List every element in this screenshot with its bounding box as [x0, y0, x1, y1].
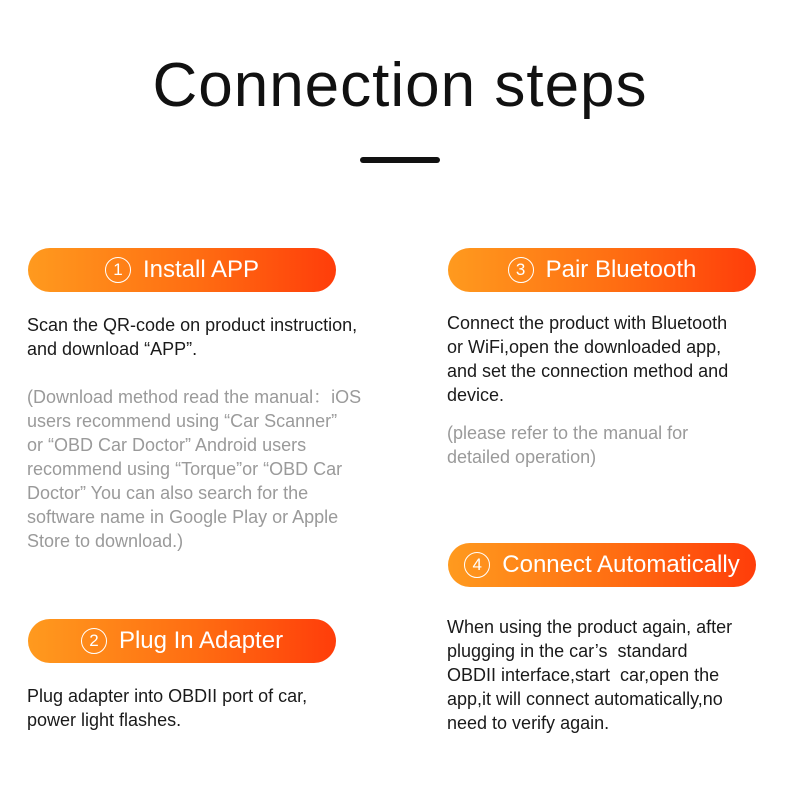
step-3-note [447, 421, 797, 469]
step-1-description [27, 313, 427, 361]
step-4-line: OBDII interface,start car,open the [447, 665, 720, 685]
step-3-line: Connect the product with Bluetooth [447, 313, 728, 333]
step-4-line: app,it will connect automatically,no [447, 689, 723, 709]
step-3-note-line: (please refer to the manual for [447, 423, 689, 443]
step-1-note-line: Doctor” You can also search for the [27, 483, 309, 503]
step-3-line: device. [447, 385, 505, 405]
step-3-title: Pair Bluetooth [545, 256, 697, 283]
step-4-header [448, 543, 756, 587]
step-4-line: When using the product again, after [447, 617, 733, 637]
step-3-number-badge: 3 [508, 257, 534, 283]
step-2-line: power light flashes. [27, 710, 182, 730]
step-1-note-line: or “OBD Car Doctor” Android users [27, 435, 307, 455]
step-2-header [28, 619, 336, 663]
step-1-header [28, 248, 336, 292]
step-1-note-line: (Download method read the manual：iOS [27, 387, 362, 407]
step-1-title: Install APP [142, 256, 260, 283]
step-1-note-line: recommend using “Torque”or “OBD Car [27, 459, 343, 479]
step-1-note-line: software name in Google Play or Apple [27, 507, 339, 527]
step-1-note-line: users recommend using “Car Scanner” [27, 411, 338, 431]
page-title: Connection steps [152, 51, 648, 120]
step-3-note-line: detailed operation) [447, 447, 597, 467]
step-4-number-badge: 4 [464, 552, 490, 578]
step-3-line: or WiFi,open the downloaded app, [447, 337, 722, 357]
step-1-number-badge: 1 [105, 257, 131, 283]
step-3-header [448, 248, 756, 292]
step-4-line: need to verify again. [447, 713, 610, 733]
step-4-line: plugging in the car’s standard [447, 641, 688, 661]
step-2-title: Plug In Adapter [118, 627, 284, 654]
step-4-title: Connect Automatically [502, 551, 740, 578]
step-2-description [27, 684, 427, 732]
step-2-line: Plug adapter into OBDII port of car, [27, 686, 308, 706]
step-3-description [447, 311, 797, 407]
step-3-line: and set the connection method and [447, 361, 729, 381]
step-1-line: Scan the QR-code on product instruction, [27, 315, 358, 335]
step-2-number-badge: 2 [81, 628, 107, 654]
step-1-note-line: Store to download.) [27, 531, 184, 551]
step-1-note [27, 385, 427, 553]
title-underline [360, 157, 440, 163]
step-1-line: and download “APP”. [27, 339, 198, 359]
step-4-description [447, 615, 797, 735]
